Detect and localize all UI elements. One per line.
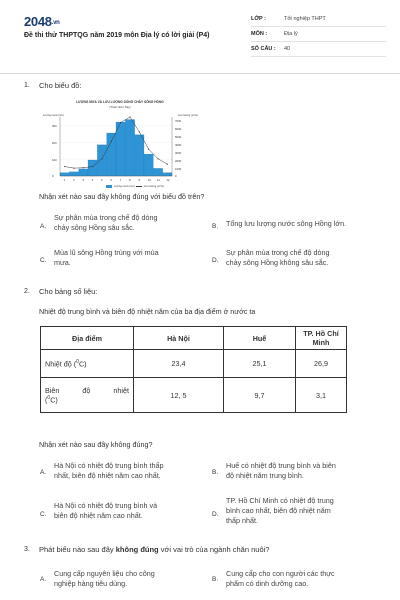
meta-row-subject: MÔN : Địa lý xyxy=(251,27,386,42)
chart-left-tick: 300 xyxy=(52,123,57,128)
meta-row-count: SỐ CÂU : 40 xyxy=(251,42,386,57)
chart-bar xyxy=(79,169,88,176)
chart-ylabel-left: Lượng mưa (mm) xyxy=(43,114,64,117)
chart-flow-point xyxy=(157,158,158,159)
chart-right-tick: 4000 xyxy=(175,142,182,147)
chart-ylabel-right: Lưu lượng (m³/s) xyxy=(178,114,198,117)
chart-subtitle: (Trạm Sơn Tây) xyxy=(109,105,131,109)
chart-x-tick: 12 xyxy=(166,177,170,182)
chart-bar xyxy=(97,145,106,176)
table-caption: Nhiệt độ trung bình và biên độ nhiệt năm của ba địa điểm ở nước ta xyxy=(39,307,256,316)
meta-row-class: LỚP : Tốt nghiệp THPT xyxy=(251,12,386,27)
site-logo[interactable]: 2048.vn xyxy=(24,14,60,29)
rainfall-flow-chart xyxy=(40,100,200,190)
table-row: Biên độ nhiệt ($^0$C) 12, 5 9,7 3,1 xyxy=(41,378,347,413)
question-2-text: Cho bảng số liệu: xyxy=(39,287,98,296)
legend-flow-label: Lưu lượng (m³/s) xyxy=(144,184,164,188)
chart-x-tick: 4 xyxy=(91,177,94,182)
question-1-prompt: Nhận xét nào sau đây không đúng với biểu đồ trên? xyxy=(39,192,205,201)
chart-x-tick: 3 xyxy=(82,177,84,182)
chart-x-tick: 8 xyxy=(129,177,131,182)
chart-flow-point xyxy=(83,167,84,168)
chart-right-tick: 6000 xyxy=(175,127,182,132)
chart-left-tick: 200 xyxy=(52,140,57,145)
chart-bar xyxy=(125,120,134,176)
chart-x-tick: 11 xyxy=(157,177,160,182)
chart-x-tick: 1 xyxy=(63,177,66,182)
chart-flow-point xyxy=(139,131,140,132)
temperature-table xyxy=(40,326,347,413)
chart-flow-point xyxy=(101,158,102,159)
chart-right-tick: 1000 xyxy=(175,166,182,171)
chart-bar xyxy=(144,154,153,176)
chart-flow-point xyxy=(64,166,65,167)
chart-flow-point xyxy=(167,164,168,165)
question-2-prompt: Nhận xét nào sau đây không đúng? xyxy=(39,440,153,449)
chart-right-tick: 0 xyxy=(175,174,177,179)
legend-rain-label: Lượng mưa (mm) xyxy=(114,184,135,188)
legend-rain-swatch xyxy=(106,185,112,188)
chart-x-tick: 6 xyxy=(110,177,112,182)
question-1-number: 1. xyxy=(24,82,30,89)
chart-right-tick: 3000 xyxy=(175,150,182,155)
chart-x-tick: 10 xyxy=(147,177,151,182)
chart-bar xyxy=(163,173,172,176)
table-row: Nhiệt độ ($^0$C) 23,4 25,1 26,9 xyxy=(41,350,347,378)
table-header-row: Địa điểm Hà Nội Huế TP. Hồ Chí Minh xyxy=(41,327,347,350)
question-3-number: 3. xyxy=(24,546,30,553)
chart-left-tick: 0 xyxy=(52,174,54,179)
chart-x-tick: 2 xyxy=(73,177,75,182)
chart-right-tick: 2000 xyxy=(175,158,182,163)
chart-flow-point xyxy=(92,166,93,167)
chart-flow-point xyxy=(111,141,112,142)
chart-x-tick: 9 xyxy=(138,177,140,182)
chart-x-tick: 7 xyxy=(119,177,122,182)
chart-bar xyxy=(60,173,69,176)
legend-flow-swatch xyxy=(136,186,142,187)
header-divider xyxy=(0,73,400,74)
chart-bar xyxy=(107,133,116,176)
chart-bar xyxy=(88,160,97,176)
chart-title: LƯỢNG MƯA VÀ LƯU LƯỢNG DÒNG CHẢY SÔNG HỒNG xyxy=(76,100,164,104)
page-header xyxy=(0,0,400,70)
chart-bar xyxy=(69,172,78,176)
chart-bar xyxy=(153,168,162,176)
question-2-number: 2. xyxy=(24,288,30,295)
question-3-text: Phát biểu nào sau đây không đúng với vai trò của ngành chăn nuôi? xyxy=(39,545,270,554)
exam-page: 2048.vn Đề thi thử THPTQG năm 2019 môn Địa lý có lời giải (P4) LỚP : Tốt nghiệp THPT MÔN : Địa lý SỐ CÂU : 40 1. Cho biểu đồ: LƯỢNG MƯA VÀ LƯU LƯỢNG DÒNG CHẢY SÔNG HỒNG (Trạm Sơn Tây) Lượng mưa (mm) Lưu lượng (m³/s) Lượng mưa (mm) Lưu lượng (m³/s) 0 100 200 300 0 1000 2000 3000 4000 5000 6000 7000 1 2 3 4 5 6 7 8 9 10 11 12 Nhận xét nào sau đây không đúng với biểu đồ trên? A. Sự phân mùa trong chế độ dòng chảy sông Hồng sâu sắc. B. Tổng lưu lượng nước sông Hồng lớn. C. Mùa lũ sông Hồng trùng với mùa mưa. D. Sự phân mùa trong chế độ dòng chảy sông Hồng không sâu sắc. 2. Cho bảng số liệu: Nhiệt độ trung bình và biên độ nhiệt năm của ba địa điểm ở nước ta Địa điểm Hà Nội Huế TP. Hồ Chí Minh Nhiệt độ ($^0$C) 23,4 25,1 26,9 Biên độ nhiệt ($^0$C) 12, 5 9,7 3,1 Nhận xét nào sau đây không đúng? A. Hà Nội có nhiệt độ trung bình thấp nhất, biên độ nhiệt năm cao nhất. B. Huế có nhiệt độ trung bình và biên độ nhiệt năm trung bình. C. Hà Nội có nhiệt độ trung bình và biên độ nhiệt năm cao nhất. D. TP. Hồ Chí Minh có nhiệt độ trung bình cao nhất, biên độ nhiệt năm thấp nhất. 3. Phát biểu nào sau đây không đúng với vai trò của ngành chăn nuôi? A. Cung cấp nguyên liệu cho công nghiệp hàng tiêu dùng. B. Cung cấp cho con người các thực phẩm có dinh dưỡng cao. xyxy=(0,0,400,600)
chart-flow-point xyxy=(129,116,130,117)
chart-bar xyxy=(135,135,144,176)
exam-meta xyxy=(251,12,386,57)
chart-x-tick: 5 xyxy=(101,177,103,182)
chart-bar xyxy=(116,122,125,176)
chart-right-tick: 5000 xyxy=(175,135,182,140)
chart-flow-point xyxy=(120,122,121,123)
exam-title: Đề thi thử THPTQG năm 2019 môn Địa lý có lời giải (P4) xyxy=(24,32,210,39)
chart-flow-point xyxy=(148,149,149,150)
chart-flow-point xyxy=(73,168,74,169)
question-1-text: Cho biểu đồ: xyxy=(39,81,82,90)
chart-right-tick: 7000 xyxy=(175,119,182,124)
chart-left-tick: 100 xyxy=(52,157,57,162)
